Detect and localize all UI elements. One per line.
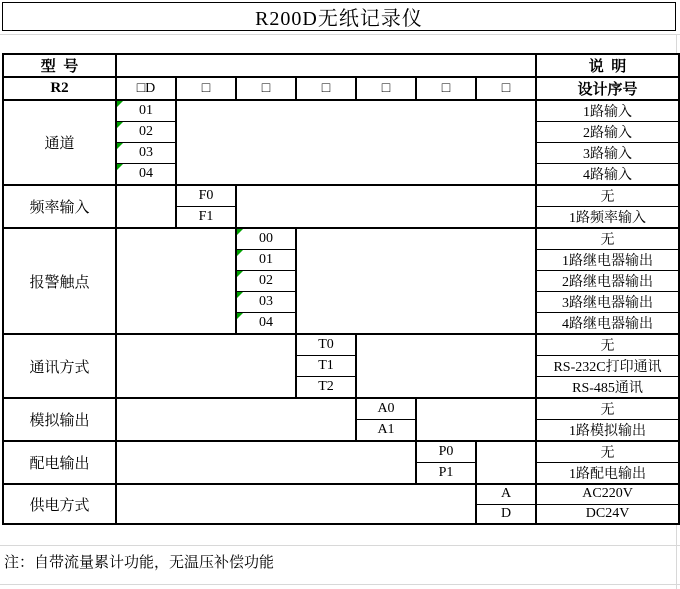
excel-gridline <box>0 545 680 546</box>
option-desc-cell: 1路频率输入 <box>536 207 679 229</box>
filler-cell <box>116 441 416 484</box>
filler-cell <box>116 398 356 441</box>
option-desc-cell: 无 <box>536 228 679 250</box>
excel-flag-icon <box>117 101 123 107</box>
option-desc-cell: 1路输入 <box>536 100 679 122</box>
option-code: 01 <box>139 103 153 118</box>
section-label-cell: 模拟输出 <box>3 398 116 441</box>
excel-flag-icon <box>237 292 243 298</box>
option-desc-cell: 无 <box>536 334 679 356</box>
option-code-cell: F0 <box>176 185 236 207</box>
excel-flag-icon <box>117 143 123 149</box>
page-title: R200D无纸记录仪 <box>255 8 423 30</box>
option-code-cell <box>236 292 296 313</box>
excel-flag-icon <box>237 229 243 235</box>
code-box-cell: □ <box>356 77 416 100</box>
option-code-cell <box>116 122 176 143</box>
option-code-cell: T0 <box>296 334 356 356</box>
option-code-cell: P0 <box>416 441 476 463</box>
excel-flag-icon <box>117 122 123 128</box>
code-box-cell: □D <box>116 77 176 100</box>
option-desc-cell: AC220V <box>536 484 679 504</box>
option-code-cell <box>236 250 296 271</box>
option-code-cell <box>236 313 296 335</box>
option-desc-cell: 4路输入 <box>536 164 679 186</box>
option-code-cell <box>236 228 296 250</box>
filler-cell <box>176 100 536 185</box>
option-desc-cell: 3路输入 <box>536 143 679 164</box>
filler-cell <box>116 185 176 228</box>
option-code: 03 <box>259 294 273 309</box>
filler-cell <box>236 185 536 228</box>
section-label-cell: 频率输入 <box>3 185 116 228</box>
section-label-cell: 报警触点 <box>3 228 116 334</box>
filler-cell <box>416 398 536 441</box>
option-code-cell: A0 <box>356 398 416 420</box>
option-desc-cell: 2路继电器输出 <box>536 271 679 292</box>
option-code-cell: A <box>476 484 536 504</box>
filler-cell <box>116 228 236 334</box>
option-code: 00 <box>259 231 273 246</box>
filler-cell <box>116 484 476 524</box>
filler-cell <box>296 228 536 334</box>
description-header-cell: 说 明 <box>536 54 679 77</box>
option-desc-cell: 1路继电器输出 <box>536 250 679 271</box>
filler-cell <box>116 334 296 398</box>
option-code: 04 <box>139 166 153 181</box>
option-desc-cell: RS-485通讯 <box>536 377 679 399</box>
excel-flag-icon <box>237 250 243 256</box>
option-code-cell: T1 <box>296 356 356 377</box>
design-serial-cell: 设计序号 <box>536 77 679 100</box>
code-box-cell: □ <box>176 77 236 100</box>
excel-gridline <box>0 584 680 585</box>
option-desc-cell: DC24V <box>536 504 679 524</box>
option-code-cell: D <box>476 504 536 524</box>
option-code: 04 <box>259 315 273 330</box>
code-box-cell: □ <box>476 77 536 100</box>
filler-cell <box>356 334 536 398</box>
option-desc-cell: 3路继电器输出 <box>536 292 679 313</box>
excel-gridline <box>0 34 680 35</box>
option-desc-cell: 4路继电器输出 <box>536 313 679 335</box>
option-code-cell <box>116 164 176 186</box>
option-code-cell: F1 <box>176 207 236 229</box>
excel-flag-icon <box>237 313 243 319</box>
model-prefix-cell: R2 <box>3 77 116 100</box>
model-selection-table <box>2 53 680 525</box>
code-box-cell: □ <box>236 77 296 100</box>
code-box-cell: □ <box>296 77 356 100</box>
option-code-cell <box>236 271 296 292</box>
code-box-cell: □ <box>416 77 476 100</box>
section-label-cell: 供电方式 <box>3 484 116 524</box>
option-code: 01 <box>259 252 273 267</box>
filler-cell <box>476 441 536 484</box>
option-code-cell: A1 <box>356 420 416 442</box>
option-code-cell: T2 <box>296 377 356 399</box>
option-desc-cell: RS-232C打印通讯 <box>536 356 679 377</box>
option-desc-cell: 1路配电输出 <box>536 463 679 485</box>
option-code-cell <box>116 143 176 164</box>
excel-flag-icon <box>237 271 243 277</box>
title-box <box>2 2 676 31</box>
option-desc-cell: 2路输入 <box>536 122 679 143</box>
option-code-cell: P1 <box>416 463 476 485</box>
section-label-cell: 通讯方式 <box>3 334 116 398</box>
option-code: 02 <box>259 273 273 288</box>
header-spacer-cell <box>116 54 536 77</box>
option-code-cell <box>116 100 176 122</box>
footnote: 注：自带流量累计功能，无温压补偿功能 <box>4 555 275 571</box>
option-desc-cell: 无 <box>536 441 679 463</box>
section-label-cell: 配电输出 <box>3 441 116 484</box>
model-header-cell: 型 号 <box>3 54 116 77</box>
option-desc-cell: 1路模拟输出 <box>536 420 679 442</box>
option-desc-cell: 无 <box>536 185 679 207</box>
option-desc-cell: 无 <box>536 398 679 420</box>
excel-flag-icon <box>117 164 123 170</box>
option-code: 03 <box>139 145 153 160</box>
option-code: 02 <box>139 124 153 139</box>
section-label-cell: 通道 <box>3 100 116 185</box>
